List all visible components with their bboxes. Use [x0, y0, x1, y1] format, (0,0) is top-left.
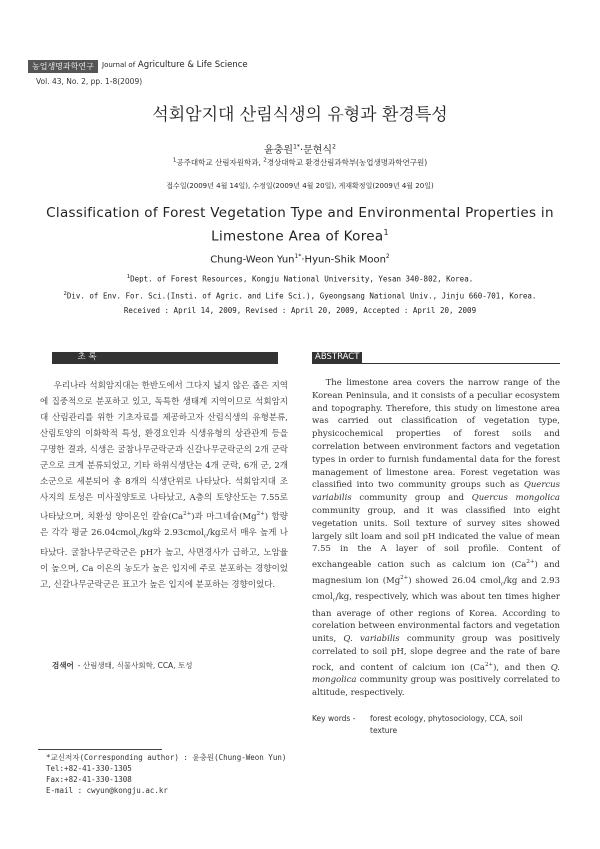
footnote: [46, 752, 286, 796]
author1-ko: 윤충원: [264, 145, 294, 156]
author1-ko-sup: 1*: [293, 143, 300, 151]
abstract-ko-heading-bar: [52, 352, 278, 363]
unit-sub-ko-2: c: [203, 533, 207, 540]
volume-line: Vol. 43, No. 2, pp. 1-8(2009): [36, 77, 143, 86]
keywords-en-dash: -: [352, 714, 356, 723]
keywords-korean: [52, 660, 192, 671]
footnote-rule: [38, 749, 162, 750]
journal-title: Agriculture & Life Science: [137, 60, 248, 70]
abstract-english: [312, 377, 560, 700]
keywords-en-label: Key words: [312, 714, 351, 723]
abstract-en-text-6: /kg and 2.93 cmol: [312, 575, 560, 603]
aff1-ko-sup: 1: [172, 157, 177, 164]
abstract-en-text-9: ), and then: [493, 662, 551, 673]
title-english-sup: 1: [383, 228, 389, 237]
abstract-en-text-5: ) showed 26.04 cmol: [408, 575, 501, 586]
mg-sup-ko: 2+: [256, 511, 265, 517]
footnote-tel: Tel:+82-41-330-1305: [46, 764, 132, 773]
aff1-en-line: [30, 270, 570, 287]
unit-sub-en-2: c: [332, 597, 336, 604]
affiliations-english: [30, 270, 570, 303]
abstract-ko-text-5: /kg로서 매우 높게 나타났다. 굴참나무군락군은 pH가 높고, 사면경사가 급하고, 노암율이 높으며, Ca 이온의 농도가 높은 입지에 주로 분포하는 경향이었고, 신갈나무군락군은 표고가 높은 입지에 분포하는 경향이었다.: [40, 527, 289, 590]
title-english: [30, 203, 570, 247]
abstract-ko-text-1: 우리나라 석회암지대는 한반도에서 그다지 넓지 않은 좁은 지역에 집중적으로 분포하고 있고, 독특한 생태계 지역이므로 석회암지대 산림관리를 위한 기초자료를 제공하고자 산림식생의 유형분류, 산림토양의 이화학적 특성, 환경요인과 식생유형의 상관관계 등을 구명한 결과, 식생은 굴참나무군락군과 신갈나무군락군의 2개 군락군으로 크게 분류되었고, 기타 하위식생단는 4개 군락, 6개 군, 2개 소군으로 세분되어 총 8개의 식생단위로 나타났다. 석회암지대 조사지의 토성은 미사질양토로 나타났고, A층의 토양산도는 7.55로 나타났으며, 치환성 양이온인 칼슘(Ca: [40, 381, 288, 522]
journal-logo: 농업생명과학연구: [28, 60, 98, 73]
unit-sub-ko-1: c: [136, 533, 140, 540]
keywords-en-line1: forest ecology, phytosociology, CCA, soil: [370, 714, 523, 723]
abstract-en-text-10: community group was positively correlated to altitude, respectively.: [312, 675, 560, 699]
keywords-ko-label: 검색어: [52, 661, 74, 670]
aff2-ko-sup: 2: [263, 157, 267, 164]
author2-en-sup: 2: [385, 253, 390, 260]
ca-sup-ko: 2+: [183, 511, 192, 517]
aff2-en-sup: 2: [63, 290, 67, 297]
footnote-fax: Fax:+82-41-330-1308: [46, 775, 132, 784]
author-sep-ko: ·: [299, 145, 304, 156]
aff2-en: Div. of Env. For. Sci.(Insti. of Agric. and Life Sci.), Gyeongsang National Univ., Jinju 660-701, Korea.: [66, 291, 537, 300]
author2-ko: 문현식: [303, 145, 333, 156]
abstract-en-paragraph: [312, 377, 560, 700]
author2-ko-sup: 2: [332, 143, 336, 151]
ca-sup-en-1: 2+: [526, 559, 535, 566]
dates-english: Received : April 14, 2009, Revised : April 20, 2009, Accepted : April 20, 2009: [123, 306, 477, 315]
keywords-ko-text: - 산림생태, 식물사회학, CCA, 토성: [77, 661, 193, 670]
species-quercus-variabilis: Quercus variabilis: [312, 480, 560, 504]
unit-sub-en-1: c: [500, 581, 504, 588]
abstract-ko-text-2: )과 마그네슘(Mg: [191, 511, 257, 522]
keywords-en-label-wrap: [312, 713, 370, 725]
species-quercus-mongolica: Quercus mongolica: [471, 493, 561, 504]
aff1-en-sup: 1: [126, 274, 131, 280]
authors-korean: [0, 141, 600, 156]
abstract-en-heading-bar: [312, 352, 560, 363]
abstract-en-text-2: community group and: [351, 493, 472, 504]
abstract-en-text-7: /kg, respectively, which was about ten times higher than average of other regions of Korea. According to corelation between environmental factors and vegetation units,: [312, 592, 560, 645]
abstract-en-text-8: community group was positively correlated to soil pH, slope degree and the rate of bare rock, and content of calcium ion (Ca: [312, 634, 560, 673]
footnote-email: E-mail : cwyun@kongju.ac.kr: [46, 786, 168, 795]
abstract-ko-paragraph: [40, 378, 288, 593]
abstract-korean: [40, 378, 288, 593]
abstract-en-heading: ABSTRACT: [312, 352, 362, 363]
journal-name: [102, 60, 248, 70]
species-q-mongolica: Q. mongolica: [312, 662, 560, 686]
abstract-ko-text-4: /kg와 2.93cmol: [139, 527, 204, 538]
dates-korean: 접수일(2009년 4월 14일), 수정일(2009년 4월 20일), 게재확정일(2009년 4월 20일): [166, 182, 434, 190]
author2-en: Hyun-Shik Moon: [304, 254, 386, 266]
abstract-ko-rule: [52, 363, 278, 364]
abstract-ko-heading: 초 록: [77, 352, 97, 362]
abstract-en-rule: [312, 363, 560, 364]
abstract-en-text-1: The limestone area covers the narrow range of the Korean Peninsula, and it consists of a peculiar ecosystem and topography. Therefore, this study on limestone area was carried out classification of vegetation type, physicochemical properties of forest soils and correlation between environment factors and vegetation types in order to furnish fundamental data for the forest management of limestone area. Forest vegetation was classified into two community groups such as: [312, 378, 560, 491]
species-q-variabilis: Q. variabilis: [343, 634, 400, 645]
aff1-ko: 공주대학교 산림자원학과,: [176, 158, 264, 167]
author-sep-en: ·: [301, 254, 305, 266]
footnote-corresponding: *교신저자(Corresponding author) : 윤충원(Chung-Weon Yun): [46, 753, 287, 762]
authors-english: [0, 253, 600, 265]
aff2-en-line: [30, 287, 570, 304]
author1-en: Chung-Weon Yun: [210, 254, 295, 266]
title-korean: 석회암지대 산림식생의 유형과 환경특성: [152, 105, 448, 125]
aff2-ko: 경상대학교 환경산림과학부(농업생명과학연구원): [266, 158, 428, 167]
title-english-text: Classification of Forest Vegetation Type and Environmental Properties in Limestone Area of Korea: [46, 205, 554, 245]
journal-prefix: Journal of: [102, 61, 136, 69]
aff1-en: Dept. of Forest Resources, Kongju National University, Yesan 340-802, Korea.: [130, 274, 474, 284]
author1-en-sup: 1*: [294, 253, 302, 260]
abstract-ko-text-3: ) 함량은 각각 평균 26.04cmol: [40, 511, 288, 538]
abstract-en-text-3: community group, and it was classified into eight vegetation units. Soil texture of survey sites showed largely silt loam and soil pH indicated the value of mean 7.55 in the A layer of soil profile. Content of exchangeable cation such as calcium ion (Ca: [312, 505, 560, 570]
ca-sup-en-2: 2+: [484, 661, 494, 668]
keywords-en-line2: texture: [370, 726, 398, 735]
keywords-english: [312, 713, 562, 737]
affiliations-korean: [0, 157, 600, 168]
mg-sup-en: 2+: [400, 574, 409, 581]
abstract-en-text-4: ) and magnesium ion (Mg: [312, 559, 560, 586]
